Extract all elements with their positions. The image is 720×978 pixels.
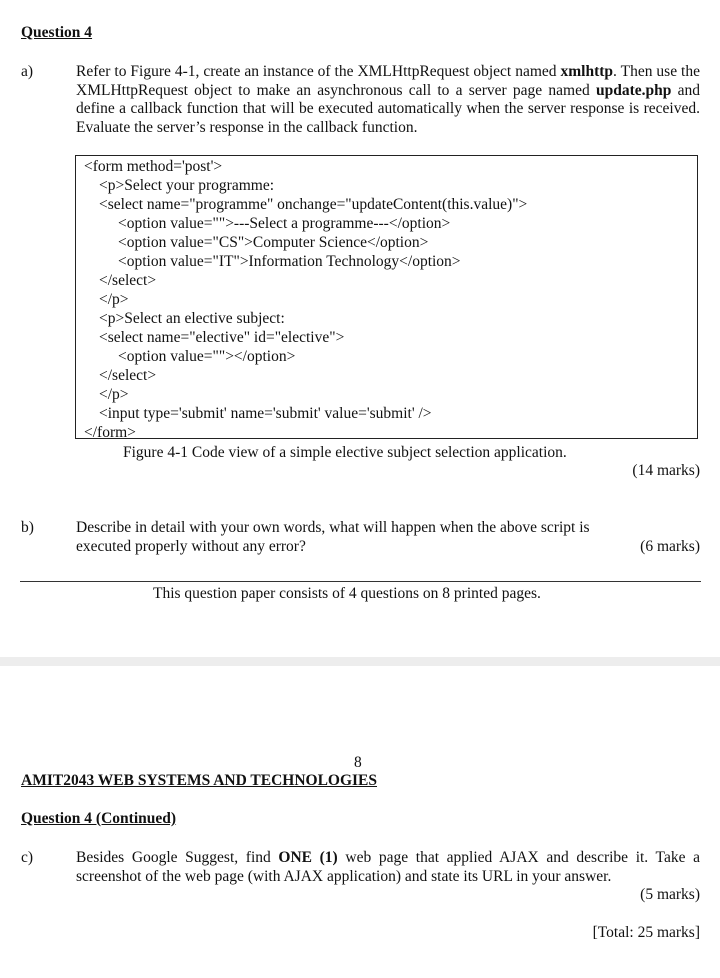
- code-line: <select name="elective" id="elective">: [99, 329, 345, 346]
- part-a-bold-1: xmlhttp: [560, 63, 614, 80]
- code-line: </select>: [99, 272, 157, 289]
- code-line: <option value="IT">Information Technology</option>: [118, 253, 461, 270]
- part-a-bold-2: update.php: [595, 81, 672, 99]
- code-line: <input type='submit' name='submit' value='submit' />: [99, 405, 432, 422]
- code-line: </p>: [99, 386, 129, 403]
- part-a-marks: (14 marks): [632, 462, 700, 479]
- code-line: <option value=""></option>: [118, 348, 296, 365]
- part-c-text-1: Besides Google Suggest, find: [76, 849, 279, 866]
- part-a-text: [76, 63, 700, 137]
- part-c-marks: (5 marks): [640, 886, 700, 903]
- page-separator: [0, 657, 720, 666]
- part-a-text-1: Refer to Figure 4-1, create an instance of the XMLHttpRequest object named: [76, 63, 561, 80]
- code-line: </p>: [99, 291, 129, 308]
- code-line: </form>: [84, 424, 136, 441]
- part-c-text: [76, 849, 700, 886]
- part-a-text-2: . Then use the XMLHttpRequest object to make an asynchronous call to a server page named: [76, 63, 700, 99]
- page-footer: This question paper consists of 4 questions on 8 printed pages.: [153, 585, 541, 602]
- code-line: </select>: [99, 367, 157, 384]
- code-line: <option value="CS">Computer Science</option>: [118, 234, 429, 251]
- part-c-label: c): [21, 849, 34, 866]
- part-a-text-3: and define a callback function that will be executed automatically when the server response is received. Evaluate the server’s response in the callback function.: [76, 81, 700, 136]
- code-line: <select name="programme" onchange="updateContent(this.value)">: [99, 196, 528, 213]
- code-line: <form method='post'>: [84, 158, 223, 175]
- part-a-label: a): [21, 63, 34, 80]
- total-marks: [Total: 25 marks]: [592, 924, 700, 941]
- code-line: <p>Select your programme:: [99, 177, 275, 194]
- part-b-marks: (6 marks): [640, 538, 700, 555]
- course-title: AMIT2043 WEB SYSTEMS AND TECHNOLOGIES: [21, 772, 378, 789]
- part-c-text-2: web page that applied AJAX and describe it. Take a screenshot of the web page (with AJAX application) and state its URL in your answer.: [76, 849, 700, 885]
- code-line: <p>Select an elective subject:: [99, 310, 285, 327]
- question-heading: Question 4: [21, 24, 93, 41]
- page-number: 8: [354, 754, 362, 771]
- figure-caption: Figure 4-1 Code view of a simple elective subject selection application.: [123, 444, 567, 461]
- code-line: <option value="">---Select a programme---</option>: [118, 215, 451, 232]
- footer-divider: [20, 581, 701, 582]
- part-c-bold-1: ONE (1): [278, 849, 338, 866]
- part-b-text: Describe in detail with your own words, what will happen when the above script is executed properly without any error?: [76, 519, 590, 555]
- code-figure-box: [75, 155, 698, 439]
- question-continued-heading: Question 4 (Continued): [21, 810, 177, 827]
- part-b-label: b): [21, 519, 34, 536]
